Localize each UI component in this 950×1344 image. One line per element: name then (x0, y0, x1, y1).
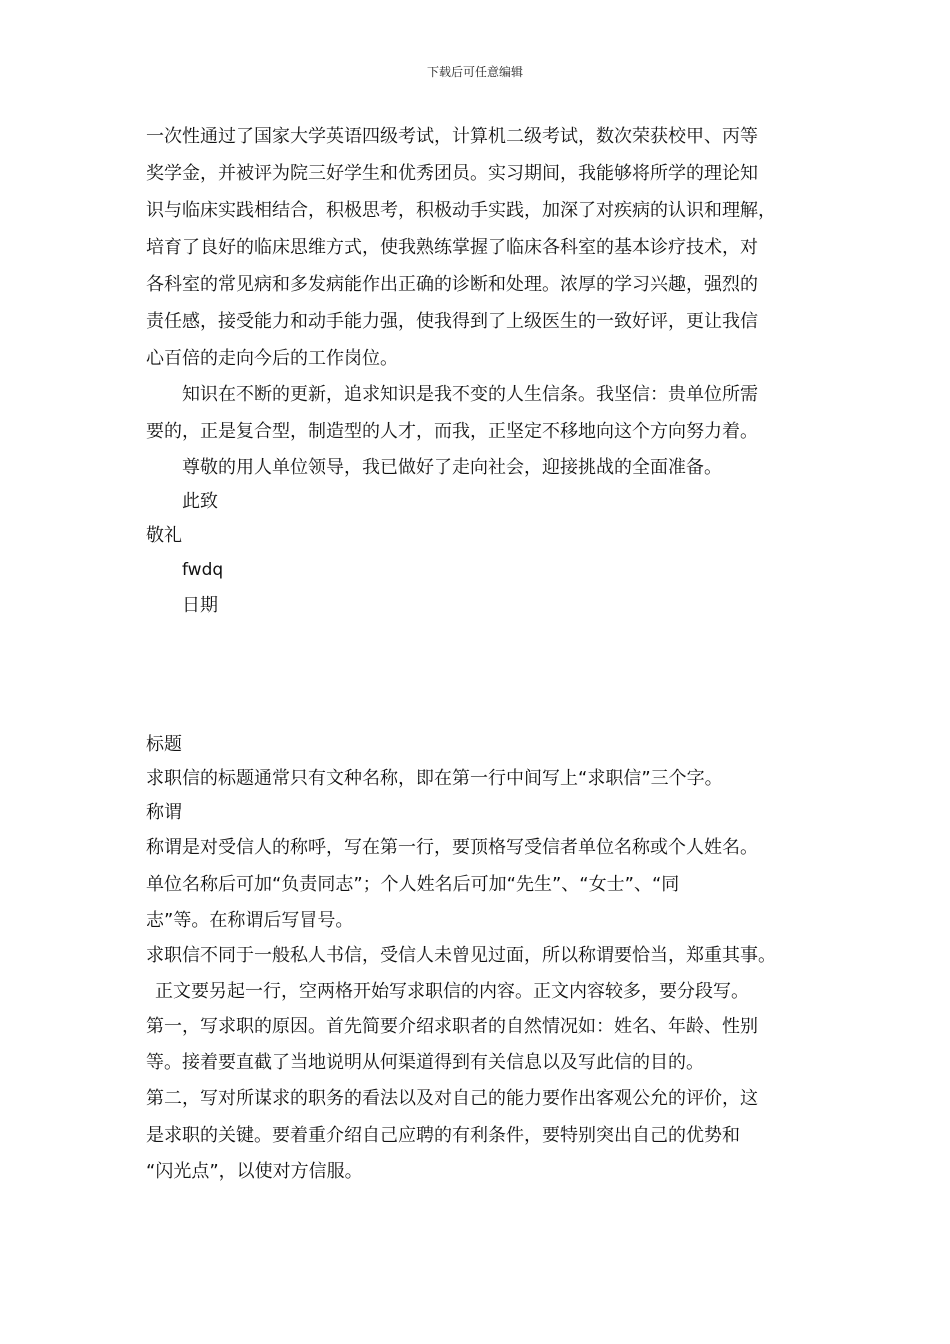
letter-line-3: 识与临床实践相结合，积极思考，积极动手实践，加深了对疾病的认识和理解， (146, 200, 776, 221)
letter-line-6: 责任感，接受能力和动手能力强，使我得到了上级医生的一致好评，更让我信 (146, 311, 758, 332)
guide-heading-salutation: 称谓 (146, 802, 182, 823)
guide-line-11: “闪光点”，以使对方信服。 (146, 1161, 363, 1182)
signature-name: fwdq (182, 560, 224, 580)
letter-line-10: 尊敬的用人单位领导，我已做好了走向社会，迎接挑战的全面准备。 (182, 457, 722, 478)
guide-line-10: 是求职的关键。要着重介绍自己应聘的有利条件，要特别突出自己的优势和 (146, 1125, 740, 1146)
closing-jingli: 敬礼 (146, 525, 182, 546)
guide-line-2: 称谓是对受信人的称呼，写在第一行，要顶格写受信者单位名称或个人姓名。 (146, 837, 758, 858)
guide-line-7: 第一，写求职的原因。首先简要介绍求职者的自然情况如：姓名、年龄、性别 (146, 1016, 758, 1037)
guide-line-6: 正文要另起一行，空两格开始写求职信的内容。正文内容较多，要分段写。 (155, 981, 749, 1002)
guide-line-3: 单位名称后可加“负责同志”；个人姓名后可加“先生”、“女士”、“同 (146, 874, 680, 895)
guide-line-8: 等。接着要直截了当地说明从何渠道得到有关信息以及写此信的目的。 (146, 1052, 704, 1073)
guide-line-9: 第二，写对所谋求的职务的看法以及对自己的能力要作出客观公允的评价，这 (146, 1088, 758, 1109)
signature-date: 日期 (182, 595, 218, 616)
letter-line-2: 奖学金，并被评为院三好学生和优秀团员。实习期间，我能够将所学的理论知 (146, 163, 758, 184)
letter-line-8: 知识在不断的更新，追求知识是我不变的人生信条。我坚信：贵单位所需 (182, 384, 758, 405)
guide-line-4: 志”等。在称谓后写冒号。 (146, 910, 354, 931)
letter-line-9: 要的，正是复合型，制造型的人才，而我，正坚定不移地向这个方向努力着。 (146, 421, 758, 442)
letter-line-5: 各科室的常见病和多发病能作出正确的诊断和处理。浓厚的学习兴趣，强烈的 (146, 274, 758, 295)
guide-line-5: 求职信不同于一般私人书信，受信人未曾见过面，所以称谓要恰当，郑重其事。 (146, 945, 776, 966)
letter-line-4: 培育了良好的临床思维方式，使我熟练掌握了临床各科室的基本诊疗技术，对 (146, 237, 758, 258)
page-header: 下载后可任意编辑 (426, 65, 523, 79)
guide-line-1: 求职信的标题通常只有文种名称，即在第一行中间写上“求职信”三个字。 (146, 768, 723, 789)
guide-heading-title: 标题 (146, 734, 182, 755)
letter-line-1: 一次性通过了国家大学英语四级考试，计算机二级考试，数次荣获校甲、丙等 (146, 126, 758, 147)
letter-line-7: 心百倍的走向今后的工作岗位。 (146, 348, 398, 369)
closing-cizhi: 此致 (182, 491, 218, 512)
